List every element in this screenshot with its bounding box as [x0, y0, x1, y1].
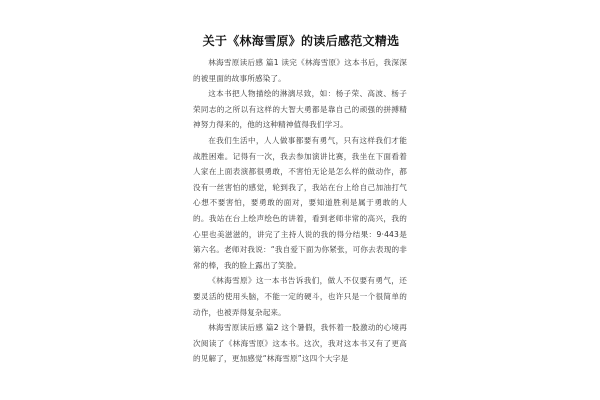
- paragraph: 这本书把人物描绘的淋漓尽致，如：杨子荣、高波、杨子荣同志的之所以有这样的大智大勇都是靠自己的顽强的拼搏精神努力得来的，他的这种精神值得我们学习。: [193, 89, 407, 130]
- paragraph: 林海雪原读后感 篇2 这个暑假，我怀着一股激动的心境再次阅读了《林海雪原》这本书。这次，我对这本书又有了更高的见解了，更加感觉“林海雪原”这四个大字是: [193, 323, 407, 364]
- paragraph: 《林海雪原》这一本书告诉我们，做人不仅要有勇气，还要灵活的使用头脑，不能一定的硬斗，也许只是一个很简单的动作，也被弄得复杂起来。: [193, 276, 407, 317]
- paragraph: 在我们生活中，人人做事都要有勇气，只有这样我们才能战胜困难。记得有一次，我去参加演讲比赛，我坐在下面看着人家在上面表演都很勇敢，不害怕无论是怎么样的做动作，都没有一丝害怕的感觉，轮到我了，我站在台上给自己加油打气心想不要害怕，要勇敢的面对，要知道胜利是属于勇敢的人的。我站在台上绘声绘色的讲着，看到老师非常的高兴，我的心里也美滋滋的，讲完了主持人说的我的得分结果：9·443是第六名。老师对我说：“我自爱下面为你紧张，可你去表现的非常的棒，我的脸上露出了笑脸。: [193, 135, 407, 270]
- document-body: [193, 34, 407, 367]
- paragraph: 林海雪原读后感 篇1 读完《林海雪原》这本书后，我深深的被里面的故事所感染了。: [193, 58, 407, 83]
- document-title: 关于《林海雪原》的读后感范文精选: [202, 34, 400, 48]
